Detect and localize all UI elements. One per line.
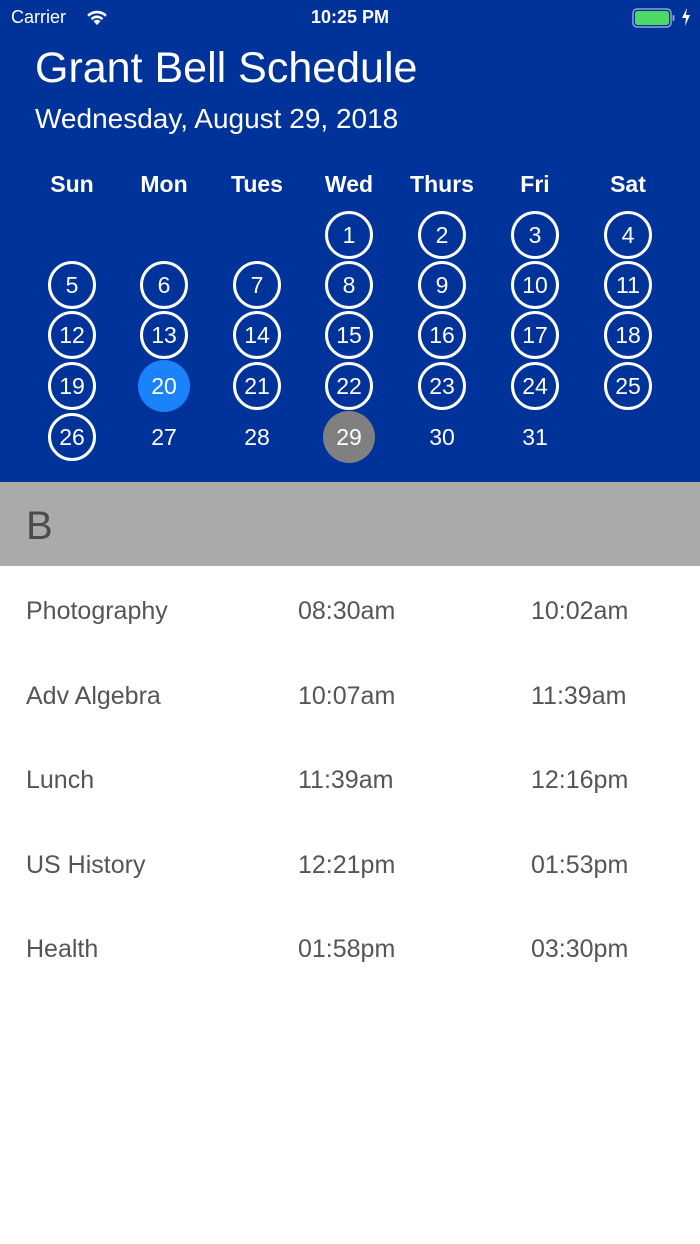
weekday-header: Wed [324, 171, 374, 197]
header [0, 0, 700, 482]
schedule-row [0, 851, 700, 935]
calendar-day[interactable]: 16 [418, 311, 466, 359]
calendar-day-today[interactable]: 29 [323, 411, 375, 463]
calendar-day[interactable]: 23 [418, 362, 466, 410]
calendar-day[interactable]: 24 [511, 362, 559, 410]
period-start-time: 12:21pm [298, 850, 396, 879]
period-end-time: 10:02am [531, 597, 629, 625]
current-date: Wednesday, August 29, 2018 [35, 103, 399, 134]
calendar-day[interactable]: 17 [511, 311, 559, 359]
calendar-day[interactable]: 8 [325, 261, 373, 309]
calendar-day[interactable]: 26 [48, 413, 96, 461]
calendar-day[interactable]: 28 [244, 423, 270, 450]
battery-icon [632, 8, 676, 28]
calendar-day[interactable]: 9 [418, 261, 466, 309]
period-name: US History [26, 850, 146, 879]
calendar-day[interactable]: 15 [325, 311, 373, 359]
weekday-header: Mon [140, 171, 188, 197]
weekday-header: Sun [50, 171, 94, 197]
day-type-header [0, 482, 700, 566]
calendar-day[interactable]: 21 [233, 362, 281, 410]
weekday-header: Tues [231, 171, 283, 197]
calendar-day[interactable]: 18 [604, 311, 652, 359]
period-start-time: 10:07am [298, 681, 396, 710]
weekday-header: Thurs [410, 171, 474, 197]
calendar-day[interactable]: 6 [140, 261, 188, 309]
period-start-time: 01:58pm [298, 935, 396, 963]
schedule-row [0, 935, 700, 1019]
calendar-day[interactable]: 1 [325, 211, 373, 259]
app-title: Grant Bell Schedule [35, 44, 418, 92]
calendar-day[interactable]: 5 [48, 261, 96, 309]
schedule-row [0, 597, 700, 681]
calendar-day[interactable]: 12 [48, 311, 96, 359]
weekday-header: Sat [610, 171, 646, 197]
calendar-day[interactable]: 3 [511, 211, 559, 259]
period-end-time: 11:39am [531, 681, 627, 710]
period-name: Adv Algebra [26, 681, 161, 710]
calendar-day[interactable]: 4 [604, 211, 652, 259]
calendar-day[interactable]: 30 [429, 423, 455, 450]
schedule-row [0, 766, 700, 850]
calendar-day[interactable]: 31 [522, 423, 548, 450]
charging-bolt-icon [680, 7, 692, 27]
weekday-header: Fri [520, 171, 550, 197]
period-name: Lunch [26, 766, 95, 794]
calendar-day[interactable]: 10 [511, 261, 559, 309]
period-start-time: 11:39am [298, 766, 394, 794]
calendar-day[interactable]: 13 [140, 311, 188, 359]
period-end-time: 12:16pm [531, 766, 629, 794]
schedule-row [0, 682, 700, 766]
calendar-day[interactable]: 27 [151, 423, 177, 450]
calendar-day[interactable]: 7 [233, 261, 281, 309]
period-name: Health [26, 935, 99, 963]
calendar-day[interactable]: 14 [233, 311, 281, 359]
status-bar [0, 0, 700, 36]
calendar-day[interactable]: 19 [48, 362, 96, 410]
carrier-label: Carrier [11, 7, 67, 27]
period-end-time: 01:53pm [531, 850, 629, 879]
period-end-time: 03:30pm [531, 935, 629, 963]
period-name: Photography [26, 597, 168, 625]
calendar-day[interactable]: 22 [325, 362, 373, 410]
calendar-day[interactable]: 11 [604, 261, 652, 309]
status-time: 10:25 PM [310, 7, 390, 27]
calendar-day-selected[interactable]: 20 [138, 360, 190, 412]
calendar-day[interactable]: 25 [604, 362, 652, 410]
calendar-day[interactable]: 2 [418, 211, 466, 259]
day-type-label: B [26, 504, 53, 548]
period-start-time: 08:30am [298, 597, 396, 625]
